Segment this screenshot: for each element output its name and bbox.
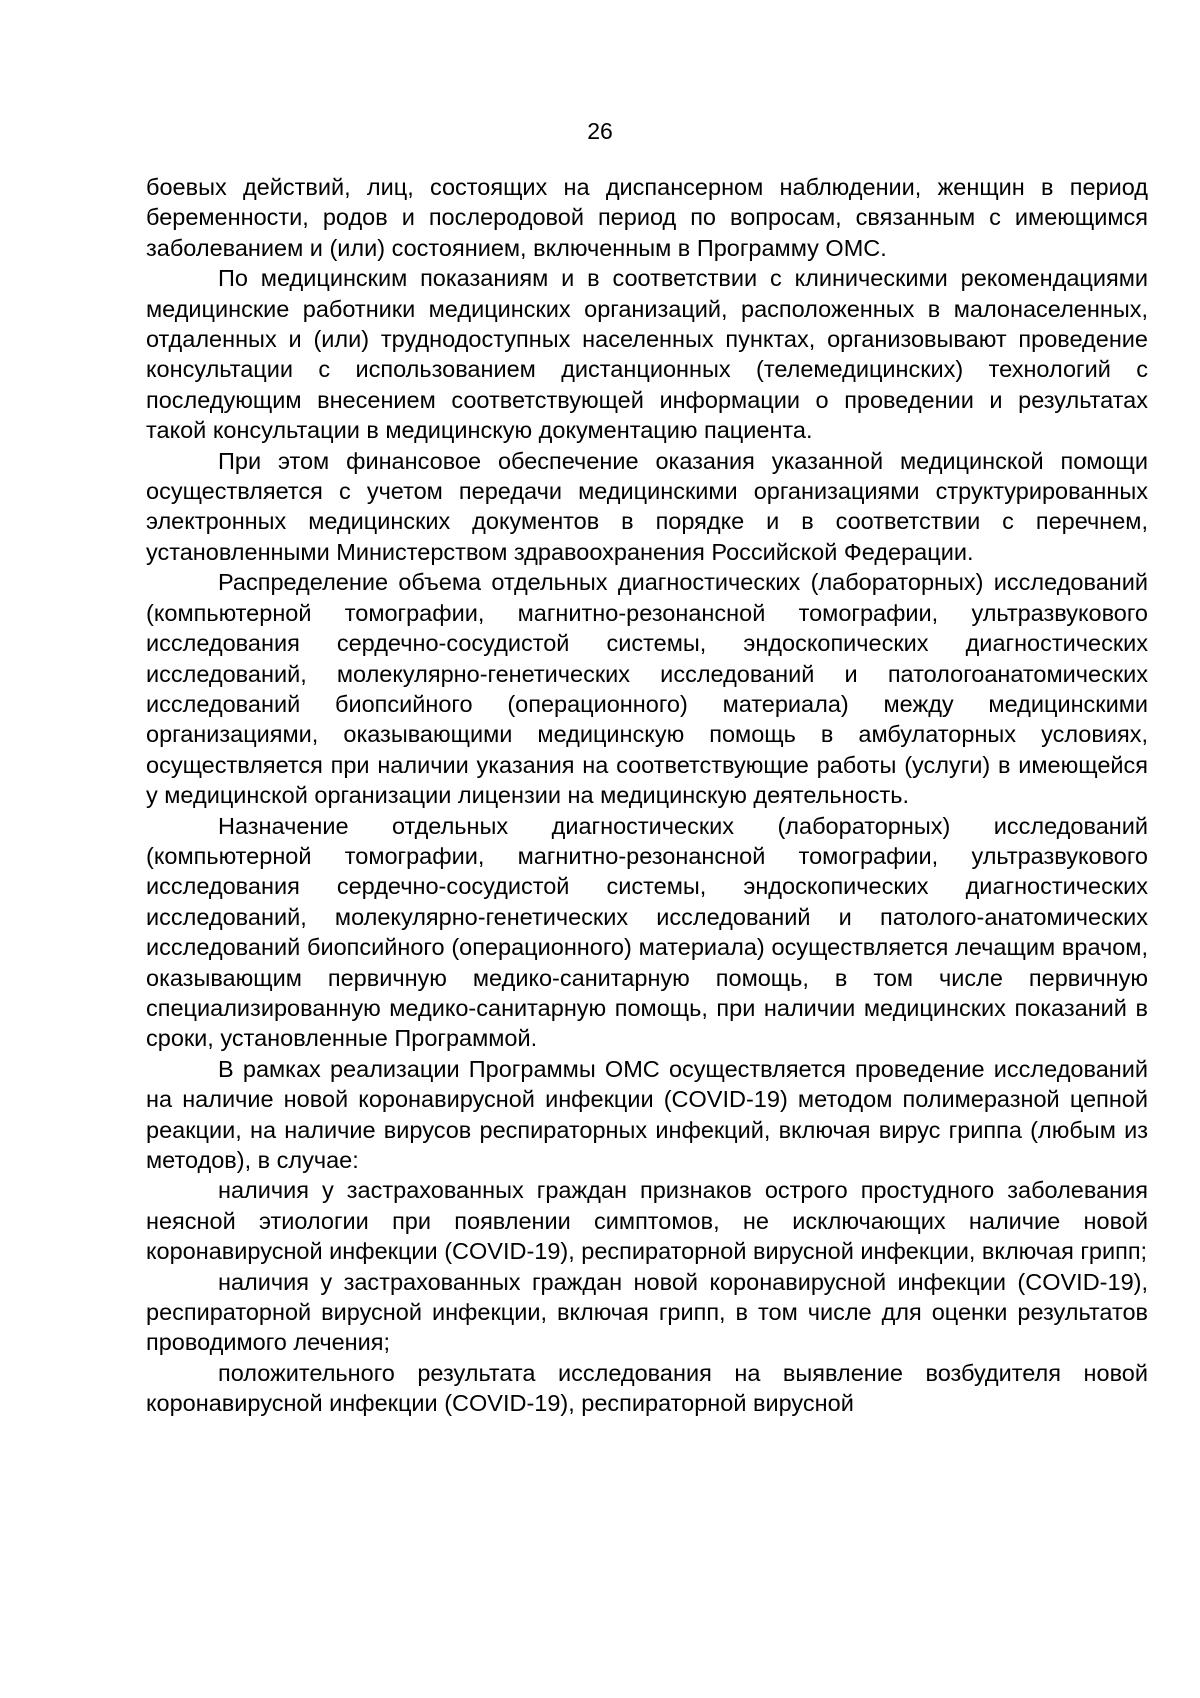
paragraph-diagnostic-distribution: Распределение объема отдельных диагностических (лабораторных) исследований (компьютерной томографии, магнитно-резонансной томографии, ультразвукового исследования сердечно-сосудистой системы, эндоскопических диагностических исследований, молекулярно-генетических исследований и патологоанатомических исследований биопсийного (операционного) материала) между медицинскими организациями, оказывающими медицинскую помощь в амбулаторных условиях, осуществляется при наличии указания на соответствующие работы (услуги) в имеющейся у медицинской организации лицензии на медицинскую деятельность.: [146, 569, 1148, 809]
paragraph-case-infection: наличия у застрахованных граждан новой коронавирусной инфекции (COVID-19), респираторной вирусной инфекции, включая грипп, в том числе для оценки результатов проводимого лечения;: [146, 1268, 1148, 1356]
paragraph-covid-testing: В рамках реализации Программы ОМС осуществляется проведение исследований на наличие новой коронавирусной инфекции (COVID-19) методом полимеразной цепной реакции, на наличие вирусов респираторных инфекций, включая вирус гриппа (любым из методов), в случае:: [146, 1055, 1148, 1173]
paragraph-continuation: боевых действий, лиц, состоящих на диспансерном наблюдении, женщин в период беременности, родов и послеродовой период по вопросам, связанным с имеющимся заболеванием и (или) состоянием, включенным в Программу ОМС.: [146, 174, 1148, 261]
paragraph-case-symptoms: наличия у застрахованных граждан признаков острого простудного заболевания неясной этиологии при появлении симптомов, не исключающих наличие новой коронавирусной инфекции (COVID-19), респираторной вирусной инфекции, включая грипп;: [146, 1177, 1148, 1265]
paragraph-telemedicine-consultation: По медицинским показаниям и в соответствии с клиническими рекомендациями медицинские работники медицинских организаций, расположенных в малонаселенных, отдаленных и (или) труднодоступных населенных пунктах, организовывают проведение консультации с использованием дистанционных (телемедицинских) технологий с последующим внесением соответствующей информации о проведении и результатах такой консультации в медицинскую документацию пациента.: [146, 265, 1148, 444]
paragraph-diagnostic-prescription: Назначение отдельных диагностических (лабораторных) исследований (компьютерной томографии, магнитно-резонансной томографии, ультразвукового исследования сердечно-сосудистой системы, эндоскопических диагностических исследований, молекулярно-генетических исследований и патолого-анатомических исследований биопсийного (операционного) материала) осуществляется лечащим врачом, оказывающим первичную медико-санитарную помощь, в том числе первичную специализированную медико-санитарную помощь, при наличии медицинских показаний в сроки, установленные Программой.: [146, 812, 1148, 1052]
document-body: [146, 172, 1148, 1419]
page-number: 26: [587, 118, 613, 144]
paragraph-case-positive-result: положительного результата исследования на выявление возбудителя новой коронавирусной инфекции (COVID-19), респираторной вирусной: [146, 1359, 1148, 1417]
paragraph-financial-support: При этом финансовое обеспечение оказания указанной медицинской помощи осуществляется с учетом передачи медицинскими организациями структурированных электронных медицинских документов в порядке и в соответствии с перечнем, установленными Министерством здравоохранения Российской Федерации.: [146, 447, 1148, 565]
